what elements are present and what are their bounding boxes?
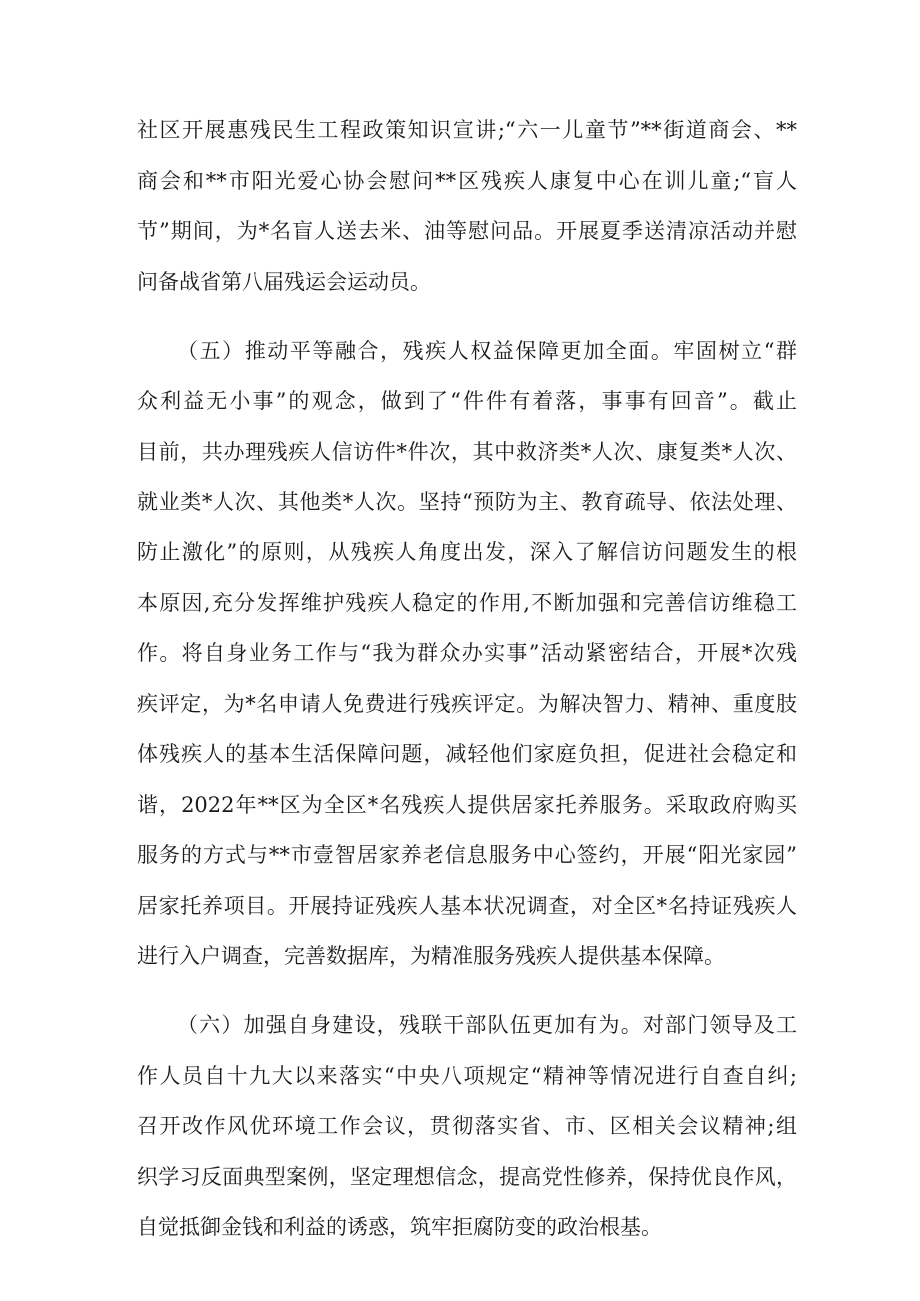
text-line: 作。将自身业务工作与“我为群众办实事”活动紧密结合，开展*次残 <box>137 641 797 665</box>
text-line: 商会和**市阳光爱心协会慰问**区残疾人康复中心在训儿童;“盲人 <box>137 169 797 193</box>
text-line: 服务的方式与**市壹智居家养老信息服务中心签约，开展“阳光家园” <box>137 843 797 867</box>
text-line: 本原因,充分发挥维护残疾人稳定的作用,不断加强和完善信访维稳工 <box>137 591 797 615</box>
text-line: 就业类*人次、其他类*人次。坚持“预防为主、教育疏导、依法处理、 <box>137 490 797 514</box>
text-line: 目前，共办理残疾人信访件*件次，其中救济类*人次、康复类*人次、 <box>137 440 797 464</box>
section-heading-line: （五）推动平等融合，残疾人权益保障更加全面。牢固树立“群 <box>177 339 797 363</box>
section-heading-line: （六）加强自身建设，残联干部队伍更加有为。对部门领导及工 <box>177 1013 797 1037</box>
text-line: 节”期间，为*名盲人送去米、油等慰问品。开展夏季送清凉活动并慰 <box>137 219 797 243</box>
text-line: 疾评定，为*名申请人免费进行残疾评定。为解决智力、精神、重度肢 <box>137 692 797 716</box>
text-line: 进行入户调查，完善数据库，为精准服务残疾人提供基本保障。 <box>137 944 725 968</box>
text-line: 谐，2022年**区为全区*名残疾人提供居家托养服务。采取政府购买 <box>137 793 797 817</box>
text-line: 居家托养项目。开展持证残疾人基本状况调查，对全区*名持证残疾人 <box>137 894 797 918</box>
text-line: 体残疾人的基本生活保障问题，减轻他们家庭负担，促进社会稳定和 <box>137 742 797 766</box>
text-line: 召开改作风优环境工作会议，贯彻落实省、市、区相关会议精神;组 <box>137 1114 797 1138</box>
text-line: 问备战省第八届残运会运动员。 <box>137 270 431 294</box>
text-line: 作人员自十九大以来落实“中央八项规定“精神等情况进行自查自纠; <box>137 1064 797 1088</box>
text-line: 自觉抵御金钱和利益的诱惑，筑牢拒腐防变的政治根基。 <box>137 1215 662 1239</box>
text-line: 防止激化”的原则，从残疾人角度出发，深入了解信访问题发生的根 <box>137 540 797 564</box>
text-line: 众利益无小事”的观念，做到了“件件有着落，事事有回音”。截止 <box>137 389 797 413</box>
text-line: 社区开展惠残民生工程政策知识宣讲;“六一儿童节”**街道商会、** <box>137 118 797 142</box>
text-line: 织学习反面典型案例，坚定理想信念，提高党性修养，保持优良作风， <box>137 1165 797 1189</box>
